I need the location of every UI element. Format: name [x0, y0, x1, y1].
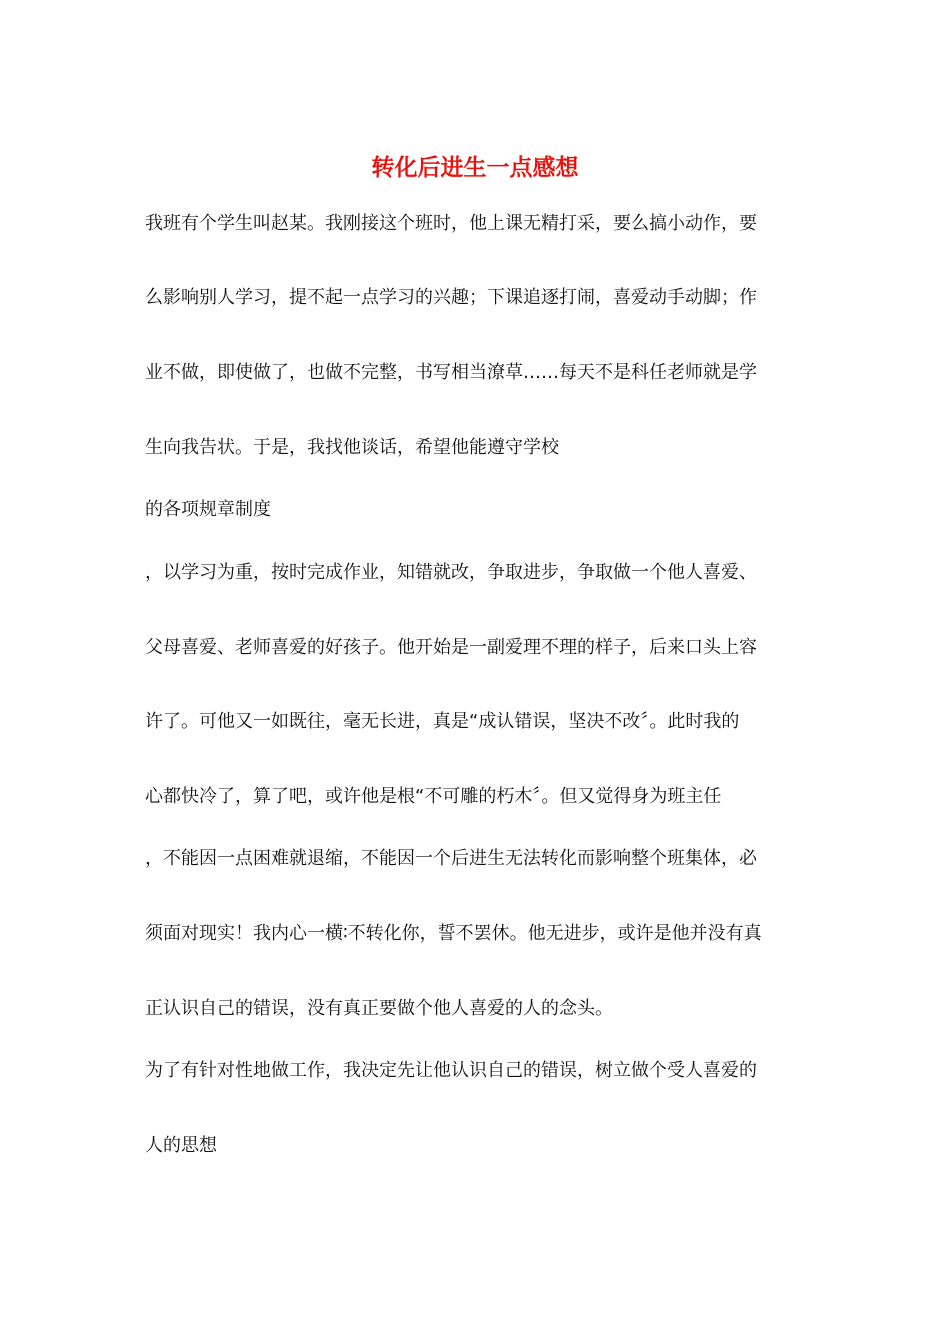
paragraph-line-12: 正认识自己的错误，没有真正要做个他人喜爱的人的念头。	[145, 998, 613, 1019]
paragraph-line-14: 人的思想	[145, 1135, 217, 1156]
paragraph-line-11: 须面对现实！我内心一横∶不转化你，誓不罢休。他无进步，或许是他并没有真	[145, 923, 762, 944]
paragraph-line-5: 的各项规章制度	[145, 499, 271, 520]
paragraph-line-8: 许了。可他又一如既往，毫无长进，真是“成认错误，坚决不改〞。此时我的	[145, 711, 740, 732]
paragraph-line-13: 为了有针对性地做工作，我决定先让他认识自己的错误，树立做个受人喜爱的	[145, 1060, 757, 1081]
document-title: 转化后进生一点感想	[371, 154, 579, 181]
paragraph-line-6: ，以学习为重，按时完成作业，知错就改，争取进步，争取做一个他人喜爱、	[145, 562, 757, 583]
paragraph-line-1: 我班有个学生叫赵某。我刚接这个班时，他上课无精打采，要么搞小动作，要	[145, 213, 757, 234]
paragraph-line-10: ，不能因一点困难就退缩，不能因一个后进生无法转化而影响整个班集体，必	[145, 848, 757, 869]
paragraph-line-7: 父母喜爱、老师喜爱的好孩子。他开始是一副爱理不理的样子，后来口头上容	[145, 637, 757, 658]
paragraph-line-3: 业不做，即使做了，也做不完整，书写相当潦草……每天不是科任老师就是学	[145, 362, 757, 383]
paragraph-line-9: 心都快冷了，算了吧，或许他是根“不可雕的朽木〞。但又觉得身为班主任	[145, 786, 722, 807]
paragraph-line-4: 生向我告状。于是，我找他谈话，希望他能遵守学校	[145, 437, 559, 458]
paragraph-line-2: 么影响别人学习，提不起一点学习的兴趣；下课追逐打闹，喜爱动手动脚；作	[145, 287, 757, 308]
